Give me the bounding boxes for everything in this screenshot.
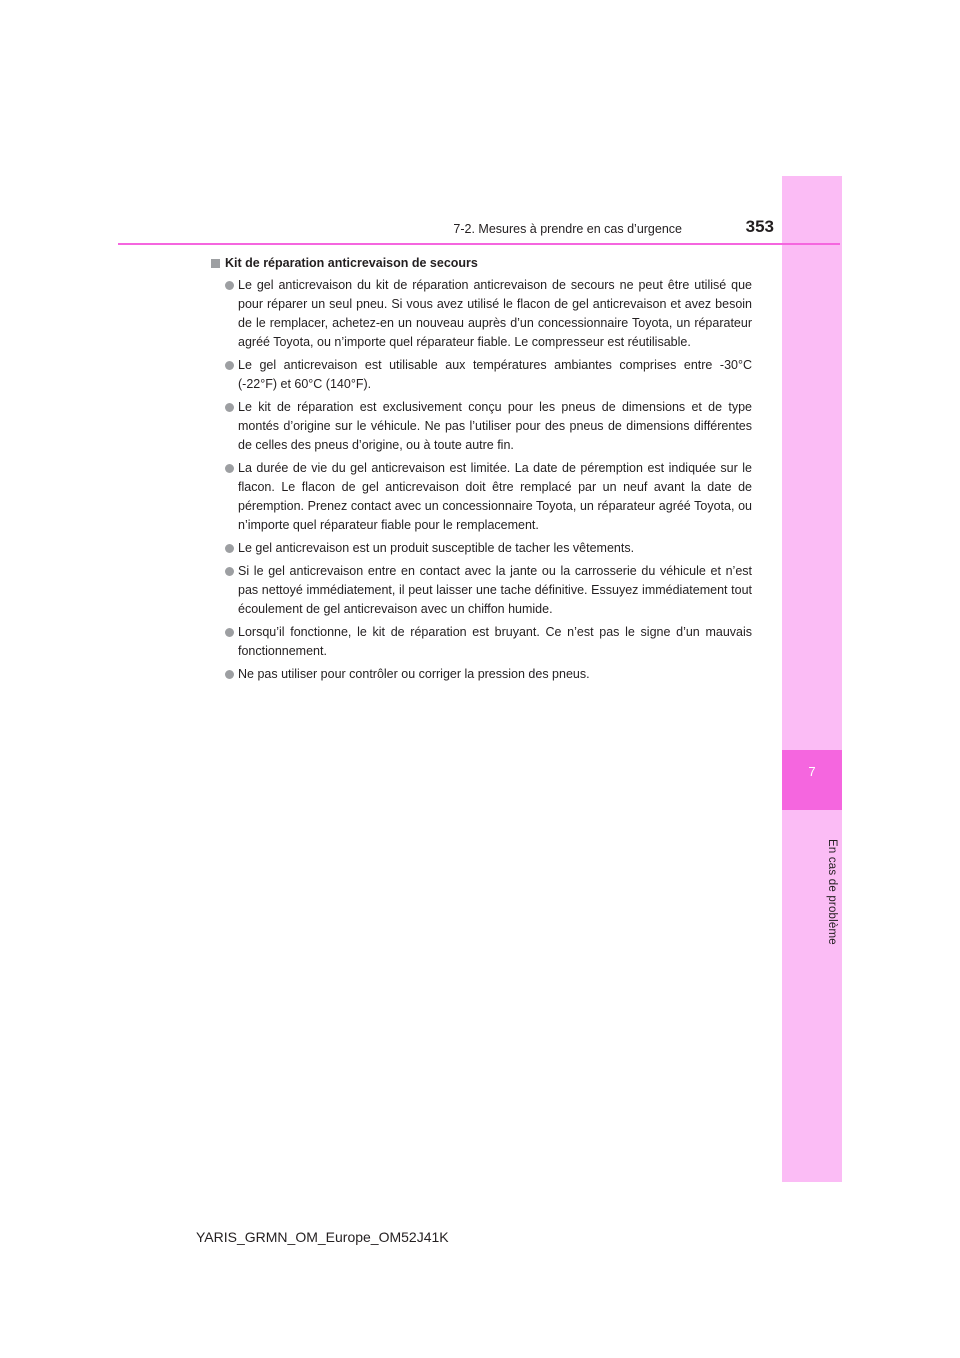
square-bullet-icon (211, 259, 220, 268)
list-item-text: Ne pas utiliser pour contrôler ou corriger la pression des pneus. (238, 667, 590, 681)
list-item-text: Lorsqu’il fonctionne, le kit de réparation est bruyant. Ce n’est pas le signe d’un mauvais fonctionnement. (238, 625, 752, 658)
list-item (211, 623, 752, 661)
circle-bullet-icon (225, 281, 234, 290)
circle-bullet-icon (225, 361, 234, 370)
chapter-number: 7 (808, 764, 816, 779)
chapter-tab-active (782, 750, 842, 810)
list-item-text: Le gel anticrevaison du kit de réparation anticrevaison de secours ne peut être utilisé que pour réparer un seul pneu. Si vous avez utilisé le flacon de gel anticrevaison et avez besoin de le remplacer, achetez-en un nouveau auprès d’un concessionnaire Toyota, un réparateur agréé Toyota, ou n’importe quel réparateur fiable. Le compresseur est réutilisable. (238, 278, 752, 349)
list-item (211, 562, 752, 619)
circle-bullet-icon (225, 670, 234, 679)
circle-bullet-icon (225, 544, 234, 553)
list-item (211, 459, 752, 535)
section-heading (211, 254, 752, 273)
list-item (211, 276, 752, 352)
circle-bullet-icon (225, 464, 234, 473)
list-item-text: La durée de vie du gel anticrevaison est limitée. La date de péremption est indiquée sur le flacon. Le flacon de gel anticrevaison doit être remplacé par un neuf avant la date de péremption. Prenez contact avec un concessionnaire Toyota, un réparateur agréé Toyota, ou n’importe quel réparateur fiable pour le remplacement. (238, 461, 752, 532)
circle-bullet-icon (225, 628, 234, 637)
circle-bullet-icon (225, 403, 234, 412)
list-item (211, 539, 752, 558)
page-number: 353 (745, 217, 774, 236)
main-content (211, 254, 752, 688)
chapter-title: En cas de problème (826, 839, 838, 945)
section-heading-text: Kit de réparation anticrevaison de secours (225, 256, 478, 270)
list-item (211, 356, 752, 394)
header-rule (118, 243, 840, 245)
header-section-title: 7-2. Mesures à prendre en cas d’urgence (453, 222, 682, 236)
list-item (211, 665, 752, 684)
list-item-text: Le kit de réparation est exclusivement conçu pour les pneus de dimensions et de type montés d’origine sur le véhicule. Ne pas l’utiliser pour des pneus de dimensions différentes de celles des pneus d’origine, ou à toute autre fin. (238, 400, 752, 452)
footer-doc-id: YARIS_GRMN_OM_Europe_OM52J41K (196, 1229, 449, 1245)
list-item (211, 398, 752, 455)
list-item-text: Le gel anticrevaison est utilisable aux températures ambiantes comprises entre -30°C (-22°F) et 60°C (140°F). (238, 358, 752, 391)
list-item-text: Le gel anticrevaison est un produit susceptible de tacher les vêtements. (238, 541, 635, 555)
list-item-text: Si le gel anticrevaison entre en contact avec la jante ou la carrosserie du véhicule et n’est pas nettoyé immédiatement, il peut laisser une tache définitive. Essuyez immédiatement tout écoulement de gel anticrevaison avec un chiffon humide. (238, 564, 752, 616)
chapter-side-tab (782, 176, 842, 1182)
circle-bullet-icon (225, 567, 234, 576)
